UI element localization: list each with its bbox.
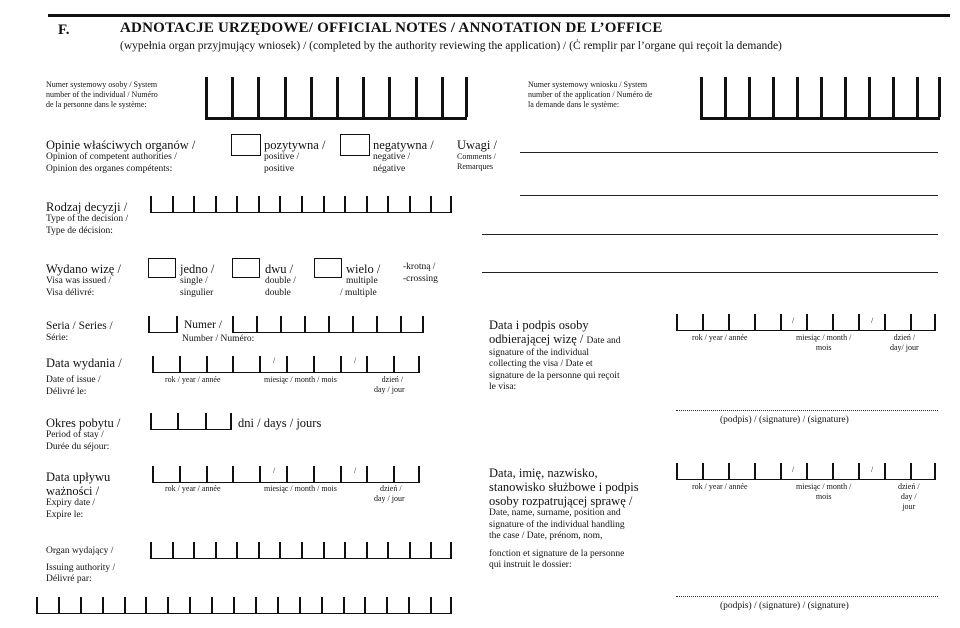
handler-day-label-2: day / <box>900 492 917 501</box>
opinion-label-fr: Opinion des organes compétents: <box>46 163 173 174</box>
comb-tick <box>257 77 260 117</box>
comb-tick <box>754 463 756 479</box>
comb-tick <box>832 463 834 479</box>
collector-label-pl-1: Data i podpis osoby <box>489 318 589 332</box>
expiry-slash-1: / <box>273 466 276 475</box>
comb-tick <box>230 413 232 429</box>
collector-slash-1: / <box>792 316 795 325</box>
comb-tick <box>323 196 325 212</box>
multiple-entry-checkbox[interactable] <box>314 258 342 278</box>
person-id-label-1: Numer systemowy osoby / System <box>46 80 158 89</box>
issue-date-month-label: miesiąc / month / mois <box>264 375 337 384</box>
comb-tick <box>352 316 354 332</box>
visa-issued-label-pl: Wydano wizę / <box>46 262 121 276</box>
comb-tick <box>430 597 432 613</box>
stay-period-label-pl: Okres pobytu / <box>46 416 121 430</box>
stay-period-field[interactable] <box>150 413 232 430</box>
remarks-line-1[interactable] <box>520 152 938 153</box>
comb-tick <box>796 77 799 117</box>
comb-tick <box>408 597 410 613</box>
issue-date-label-fr: Délivré le: <box>46 386 87 397</box>
comb-tick <box>102 597 104 613</box>
comb-tick <box>772 77 775 117</box>
comb-tick <box>388 77 391 117</box>
person-id-label-3: de la personne dans le système: <box>46 100 147 109</box>
comb-tick <box>884 314 886 330</box>
multiple-entry-option <box>340 262 381 299</box>
comb-tick <box>58 597 60 613</box>
issue-date-label <box>46 356 122 398</box>
comb-tick <box>259 356 261 372</box>
comb-tick <box>313 466 315 482</box>
comb-tick <box>150 542 152 558</box>
expiry-label-en: Expiry date / <box>46 498 96 508</box>
comb-tick <box>277 597 279 613</box>
single-entry-option <box>180 262 214 299</box>
handler-day-label <box>898 482 920 512</box>
issue-date-slash-2: / <box>354 356 357 365</box>
comb-tick <box>832 314 834 330</box>
comb-tick <box>233 597 235 613</box>
expiry-label-pl-2: ważności / <box>46 484 100 498</box>
comb-tick <box>321 597 323 613</box>
expiry-day-label <box>374 484 405 504</box>
comb-tick <box>205 77 208 117</box>
issuing-authority-label <box>46 546 115 586</box>
handler-slash-2: / <box>871 465 874 474</box>
positive-option <box>264 138 325 175</box>
comb-tick <box>400 316 402 332</box>
comb-tick <box>700 77 703 117</box>
collector-day-label <box>890 333 919 353</box>
positive-label-pl: pozytywna / <box>264 138 326 152</box>
comb-tick <box>256 316 258 332</box>
comb-tick <box>340 356 342 372</box>
comb-tick <box>393 356 395 372</box>
comb-tick <box>255 597 257 613</box>
handler-label-en-2: signature of the individual handling <box>489 519 625 530</box>
series-label-fr: Série: <box>46 333 69 343</box>
comb-tick <box>450 196 452 212</box>
comb-tick <box>236 542 238 558</box>
issue-date-day-label-2: day / jour <box>374 385 405 394</box>
comb-tick <box>258 542 260 558</box>
expiry-day-label-2: day / jour <box>374 494 405 503</box>
comb-tick <box>80 597 82 613</box>
single-entry-checkbox[interactable] <box>148 258 176 278</box>
top-rule <box>48 14 950 17</box>
issuing-authority-label-pl: Organ wydający / <box>46 546 114 556</box>
collector-label-fr-1: signature de la personne qui reçoit <box>489 370 620 381</box>
comb-tick <box>179 466 181 482</box>
application-id-label-1: Numer systemowy wniosku / System <box>528 80 648 89</box>
decision-type-label-en: Type of the decision / <box>46 214 129 224</box>
comb-tick <box>172 196 174 212</box>
visa-issued-label-fr: Visa délivré: <box>46 287 95 298</box>
person-id-field[interactable] <box>205 77 467 120</box>
handler-date-field[interactable] <box>676 463 936 480</box>
comb-tick <box>258 196 260 212</box>
opinion-label-en: Opinion of competent authorities / <box>46 152 177 162</box>
expiry-year-label: rok / year / année <box>165 484 221 493</box>
decision-type-label <box>46 200 128 237</box>
comb-tick <box>232 316 234 332</box>
remarks-label-en: Comments / <box>457 152 496 161</box>
handler-label-pl-1: Data, imię, nazwisko, <box>489 466 598 480</box>
positive-label-en: positive / <box>264 152 300 162</box>
comb-tick <box>934 314 936 330</box>
handler-day-label-1: dzień / <box>898 482 920 491</box>
comb-tick <box>780 463 782 479</box>
comb-tick <box>387 196 389 212</box>
positive-label-fr: positive <box>264 163 295 174</box>
issue-date-slash-1: / <box>273 356 276 365</box>
comb-tick <box>36 597 38 613</box>
collector-month-label-1: miesiąc / month / <box>796 333 852 342</box>
comb-tick <box>938 77 941 117</box>
expiry-day-label-1: dzień / <box>380 484 402 493</box>
section-letter: F. <box>58 22 70 38</box>
comb-tick <box>910 463 912 479</box>
issue-date-day-label <box>374 375 405 395</box>
comb-tick <box>884 463 886 479</box>
visa-issued-label <box>46 262 121 299</box>
remarks-line-4[interactable] <box>482 272 938 273</box>
comb-tick <box>310 77 313 117</box>
issue-date-label-pl: Data wydania / <box>46 356 122 370</box>
collector-label-fr-2: le visa: <box>489 382 517 392</box>
series-label <box>46 320 113 345</box>
issuing-authority-field[interactable] <box>150 542 452 559</box>
collector-date-field[interactable] <box>676 314 936 331</box>
comb-tick <box>299 597 301 613</box>
comb-tick <box>206 466 208 482</box>
krotna-option <box>403 262 438 285</box>
comb-tick <box>193 542 195 558</box>
handler-label-pl-2: stanowisko służbowe i podpis <box>489 480 639 494</box>
comb-tick <box>189 597 191 613</box>
number-label-en: Number / Numéro: <box>182 334 255 344</box>
comb-tick <box>376 316 378 332</box>
comb-tick <box>304 316 306 332</box>
comb-tick <box>231 77 234 117</box>
comb-tick <box>179 356 181 372</box>
single-label-pl: jedno / <box>180 262 215 276</box>
comb-tick <box>387 542 389 558</box>
collector-signature-line[interactable] <box>676 410 938 411</box>
comb-tick <box>418 356 420 372</box>
comb-tick <box>205 413 207 429</box>
stay-period-label <box>46 416 120 453</box>
handler-signature-caption: (podpis) / (signature) / (signature) <box>720 601 849 611</box>
comb-tick <box>366 356 368 372</box>
comb-tick <box>336 77 339 117</box>
comb-tick <box>465 77 468 117</box>
comb-tick <box>916 77 919 117</box>
remarks-label-pl: Uwagi / <box>457 138 497 152</box>
comb-tick <box>806 314 808 330</box>
issuing-authority-label-en: Issuing authority / <box>46 562 116 573</box>
comb-tick <box>344 542 346 558</box>
negative-label-pl: negatywna / <box>373 138 434 152</box>
stay-period-label-fr: Durée du séjour: <box>46 441 110 452</box>
comb-tick <box>676 314 678 330</box>
opinion-label <box>46 138 195 175</box>
comb-tick <box>328 316 330 332</box>
opinion-label-pl: Opinie właściwych organów / <box>46 138 196 152</box>
comb-tick <box>702 314 704 330</box>
collector-slash-2: / <box>871 316 874 325</box>
comb-tick <box>409 542 411 558</box>
double-label-en: double / <box>265 276 296 286</box>
comb-tick <box>211 597 213 613</box>
comb-tick <box>366 196 368 212</box>
krotna-label-pl: -krotną / <box>403 262 436 272</box>
comb-tick <box>279 542 281 558</box>
handler-label <box>489 466 639 572</box>
decision-type-field[interactable] <box>150 196 452 213</box>
remarks-label <box>457 138 497 172</box>
comb-tick <box>150 413 152 429</box>
comb-tick <box>323 542 325 558</box>
collector-month-label-2: mois <box>815 343 832 352</box>
multiple-label-pl: wielo / <box>346 262 381 276</box>
comb-tick <box>280 316 282 332</box>
collector-month-label <box>796 333 851 353</box>
comb-tick <box>344 196 346 212</box>
section-title: ADNOTACJE URZĘDOWE/ OFFICIAL NOTES / ANNOTATION DE L’OFFICE <box>120 20 663 36</box>
comb-tick <box>910 314 912 330</box>
negative-label-fr: négative <box>373 163 406 174</box>
comb-tick <box>176 316 178 332</box>
comb-tick <box>362 77 365 117</box>
krotna-label-en: -crossing <box>403 273 438 284</box>
person-id-label-2: number of the individual / Numéro <box>46 90 158 99</box>
handler-label-en-3: the case / Date, prénom, nom, <box>489 531 603 541</box>
comb-tick <box>422 316 424 332</box>
double-label-pl: dwu / <box>265 262 294 276</box>
handler-signature-line[interactable] <box>676 596 938 597</box>
handler-year-label: rok / year / année <box>692 482 748 491</box>
handler-label-fr-1: fonction et signature de la personne <box>489 548 625 559</box>
issue-date-label-en: Date of issue / <box>46 375 101 385</box>
comb-tick <box>754 314 756 330</box>
comb-tick <box>167 597 169 613</box>
negative-option <box>373 138 434 175</box>
application-id-field[interactable] <box>700 77 940 120</box>
comb-tick <box>279 196 281 212</box>
comb-tick <box>934 463 936 479</box>
comb-tick <box>193 196 195 212</box>
comb-tick <box>702 463 704 479</box>
negative-checkbox[interactable] <box>340 134 370 156</box>
comb-tick <box>364 597 366 613</box>
comb-tick <box>232 356 234 372</box>
handler-month-label-2: mois <box>815 492 832 501</box>
comb-tick <box>286 466 288 482</box>
multiple-label-fr: / multiple <box>340 287 377 298</box>
handler-label-pl-3: osoby rozpatrującej sprawę / <box>489 494 633 508</box>
person-id-label <box>46 80 158 110</box>
single-label-fr: singulier <box>180 287 214 298</box>
comb-tick <box>676 463 678 479</box>
comb-tick <box>892 77 895 117</box>
comb-tick <box>806 463 808 479</box>
comb-tick <box>343 597 345 613</box>
comb-tick <box>301 196 303 212</box>
series-field[interactable] <box>148 316 178 333</box>
comb-tick <box>858 463 860 479</box>
comb-tick <box>284 77 287 117</box>
collector-signature-caption: (podpis) / (signature) / (signature) <box>720 415 849 425</box>
expiry-month-label: miesiąc / month / mois <box>264 484 337 493</box>
number-field[interactable] <box>232 316 424 333</box>
comb-tick <box>148 316 150 332</box>
collector-day-label-1: dzień / <box>893 333 916 342</box>
comb-tick <box>858 314 860 330</box>
double-entry-checkbox[interactable] <box>232 258 260 278</box>
expiry-label <box>46 470 110 521</box>
comb-tick <box>286 356 288 372</box>
remarks-line-2[interactable] <box>520 195 938 196</box>
comb-tick <box>340 466 342 482</box>
comb-tick <box>430 542 432 558</box>
comb-tick <box>313 356 315 372</box>
comb-tick <box>844 77 847 117</box>
comb-tick <box>206 356 208 372</box>
stay-period-unit: dni / days / jours <box>238 416 322 430</box>
expiry-label-fr: Expire le: <box>46 509 84 520</box>
comb-tick <box>868 77 871 117</box>
application-id-label-2: number of the application / Numéro de <box>528 90 653 99</box>
comb-tick <box>177 413 179 429</box>
comb-tick <box>366 466 368 482</box>
double-label-fr: double <box>265 287 291 298</box>
series-label-pl: Seria / Series / <box>46 320 113 332</box>
comb-tick <box>724 77 727 117</box>
comb-tick <box>145 597 147 613</box>
application-id-label <box>528 80 652 110</box>
comb-tick <box>393 466 395 482</box>
comb-tick <box>152 356 154 372</box>
comb-tick <box>780 314 782 330</box>
decision-type-label-fr: Type de décision: <box>46 225 113 236</box>
expiry-date-field[interactable] <box>152 466 420 483</box>
issuing-authority-field-2[interactable] <box>36 597 452 614</box>
multiple-label-en: multiple <box>346 276 378 286</box>
section-subtitle: (wypełnia organ przyjmujący wniosek) / (completed by the authority reviewing the application) / (Ċ remplir par l’organe qui reçoit la demande) <box>120 40 782 52</box>
comb-tick <box>259 466 261 482</box>
issue-date-field[interactable] <box>152 356 420 373</box>
number-label-pl: Numer / <box>184 319 223 331</box>
comb-tick <box>150 196 152 212</box>
comb-tick <box>728 463 730 479</box>
comb-tick <box>236 196 238 212</box>
handler-month-label-1: miesiąc / month / <box>796 482 852 491</box>
comb-tick <box>441 77 444 117</box>
comb-tick <box>232 466 234 482</box>
comb-tick <box>366 542 368 558</box>
comb-tick <box>728 314 730 330</box>
issue-date-year-label: rok / year / année <box>165 375 221 384</box>
comb-tick <box>301 542 303 558</box>
double-entry-option <box>265 262 296 299</box>
positive-checkbox[interactable] <box>231 134 261 156</box>
comb-tick <box>215 196 217 212</box>
collector-label-en-3: collecting the visa / Date et <box>489 359 593 369</box>
handler-day-label-3: jour <box>902 502 916 511</box>
collector-label-en-2: signature of the individual <box>489 347 589 358</box>
comb-tick <box>386 597 388 613</box>
expiry-slash-2: / <box>354 466 357 475</box>
visa-issued-label-en: Visa was issued / <box>46 276 112 286</box>
comb-tick <box>409 196 411 212</box>
comb-tick <box>152 466 154 482</box>
comb-tick <box>215 542 217 558</box>
issue-date-day-label-1: dzień / <box>381 375 404 384</box>
comb-tick <box>172 542 174 558</box>
single-label-en: single / <box>180 276 208 286</box>
remarks-label-fr: Remarques <box>457 162 493 171</box>
issuing-authority-label-fr: Délivré par: <box>46 574 92 584</box>
comb-tick <box>820 77 823 117</box>
application-id-label-3: la demande dans le système: <box>528 100 620 109</box>
comb-tick <box>430 196 432 212</box>
comb-tick <box>748 77 751 117</box>
handler-slash-1: / <box>792 465 795 474</box>
expiry-label-pl-1: Data upływu <box>46 470 111 484</box>
collector-year-label: rok / year / année <box>692 333 748 342</box>
handler-month-label <box>796 482 851 502</box>
negative-label-en: negative / <box>373 152 411 162</box>
handler-label-en-1: Date, name, surname, position and <box>489 508 621 518</box>
decision-type-label-pl: Rodzaj decyzji / <box>46 200 128 214</box>
comb-tick <box>450 597 452 613</box>
collector-label-pl-2: odbierającej wizę / <box>489 332 584 346</box>
collector-day-label-2: day/ jour <box>890 343 919 352</box>
collector-label-en-1: Date and <box>586 336 621 346</box>
comb-tick <box>418 466 420 482</box>
stay-period-label-en: Period of stay / <box>46 430 104 440</box>
handler-label-fr-2: qui instruit le dossier: <box>489 560 572 570</box>
collector-label <box>489 318 621 394</box>
remarks-line-3[interactable] <box>482 234 938 235</box>
comb-tick <box>415 77 418 117</box>
comb-tick <box>124 597 126 613</box>
comb-tick <box>450 542 452 558</box>
